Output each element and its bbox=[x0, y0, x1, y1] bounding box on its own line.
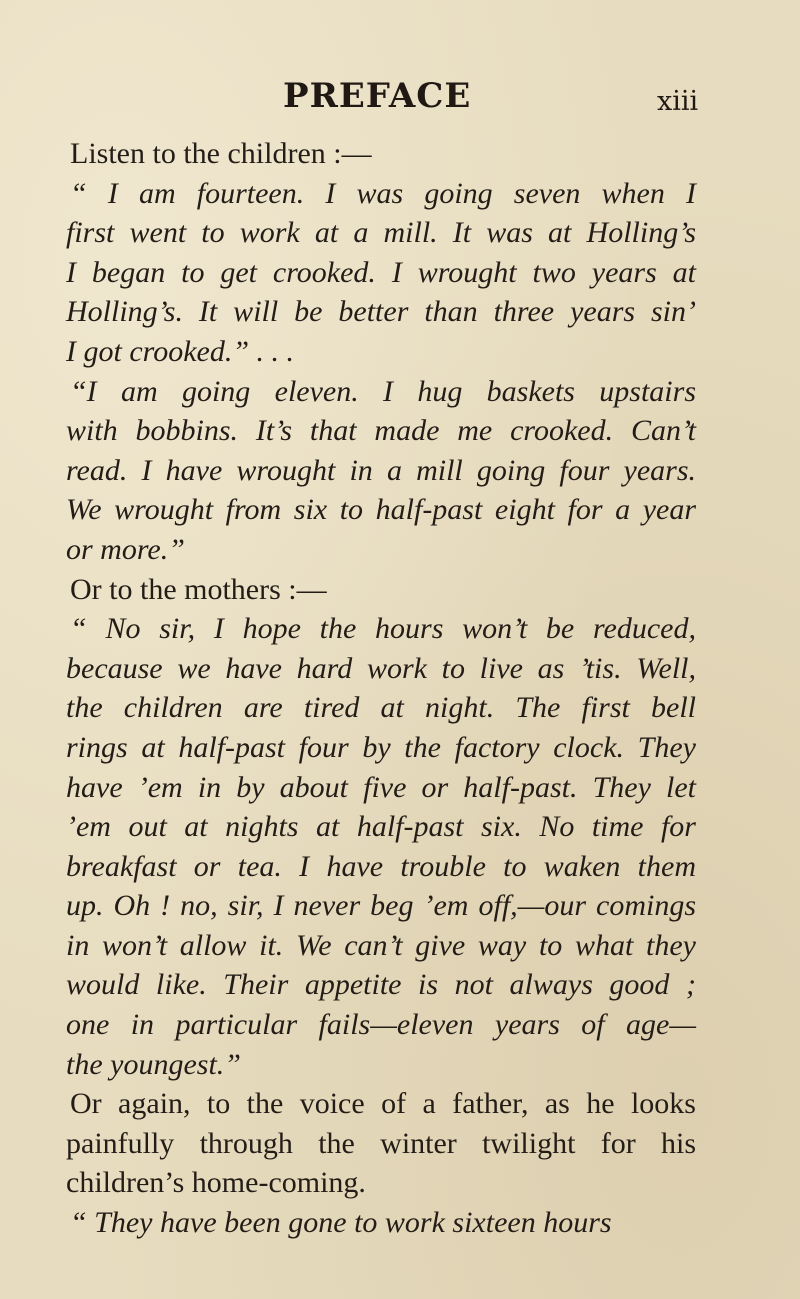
text-line: up. Oh ! no, sir, I never beg ’em off,—our comings bbox=[66, 889, 696, 923]
text-line: one in particular fails—eleven years of age— bbox=[66, 1008, 696, 1042]
text-line: the youngest.” bbox=[66, 1047, 241, 1081]
text-line: Or again, to the voice of a father, as he looks bbox=[70, 1087, 696, 1121]
text-line: the children are tired at night. The first bell bbox=[66, 691, 696, 725]
text-line: because we have hard work to live as ’tis. Well, bbox=[66, 651, 696, 685]
text-line: would like. Their appetite is not always good ; bbox=[66, 968, 696, 1002]
page-number: xiii bbox=[657, 86, 699, 117]
text-line: We wrought from six to half-past eight for a year bbox=[66, 493, 696, 527]
text-line: Or to the mothers :— bbox=[70, 572, 327, 606]
text-line: ’em out at nights at half-past six. No time for bbox=[66, 810, 696, 844]
text-line: Listen to the children :— bbox=[70, 137, 372, 170]
text-line: painfully through the winter twilight for his bbox=[66, 1126, 696, 1160]
running-head bbox=[0, 76, 800, 126]
text-line: “ I am fourteen. I was going seven when I bbox=[70, 176, 696, 210]
text-line: have ’em in by about five or half-past. They let bbox=[66, 770, 696, 804]
text-line: breakfast or tea. I have trouble to waken them bbox=[66, 849, 696, 883]
text-line: in won’t allow it. We can’t give way to what they bbox=[66, 928, 696, 962]
text-line: or more.” bbox=[66, 532, 185, 566]
text-line: “ They have been gone to work sixteen hours bbox=[70, 1206, 612, 1240]
text-line: read. I have wrought in a mill going four years. bbox=[66, 453, 696, 487]
body-text bbox=[66, 134, 696, 1243]
text-line: “I am going eleven. I hug baskets upstairs bbox=[70, 374, 696, 408]
text-line: I began to get crooked. I wrought two years at bbox=[66, 255, 696, 289]
text-line: “ No sir, I hope the hours won’t be reduced, bbox=[70, 612, 696, 646]
text-line: I got crooked.” . . . bbox=[66, 334, 295, 368]
text-line: children’s home-coming. bbox=[66, 1166, 366, 1200]
running-title: PREFACE bbox=[283, 76, 472, 116]
text-line: rings at half-past four by the factory clock. They bbox=[66, 730, 696, 764]
text-line: first went to work at a mill. It was at Holling’s bbox=[66, 216, 696, 250]
text-line: Holling’s. It will be better than three years sin’ bbox=[66, 295, 696, 329]
text-line: with bobbins. It’s that made me crooked. Can’t bbox=[66, 414, 696, 448]
